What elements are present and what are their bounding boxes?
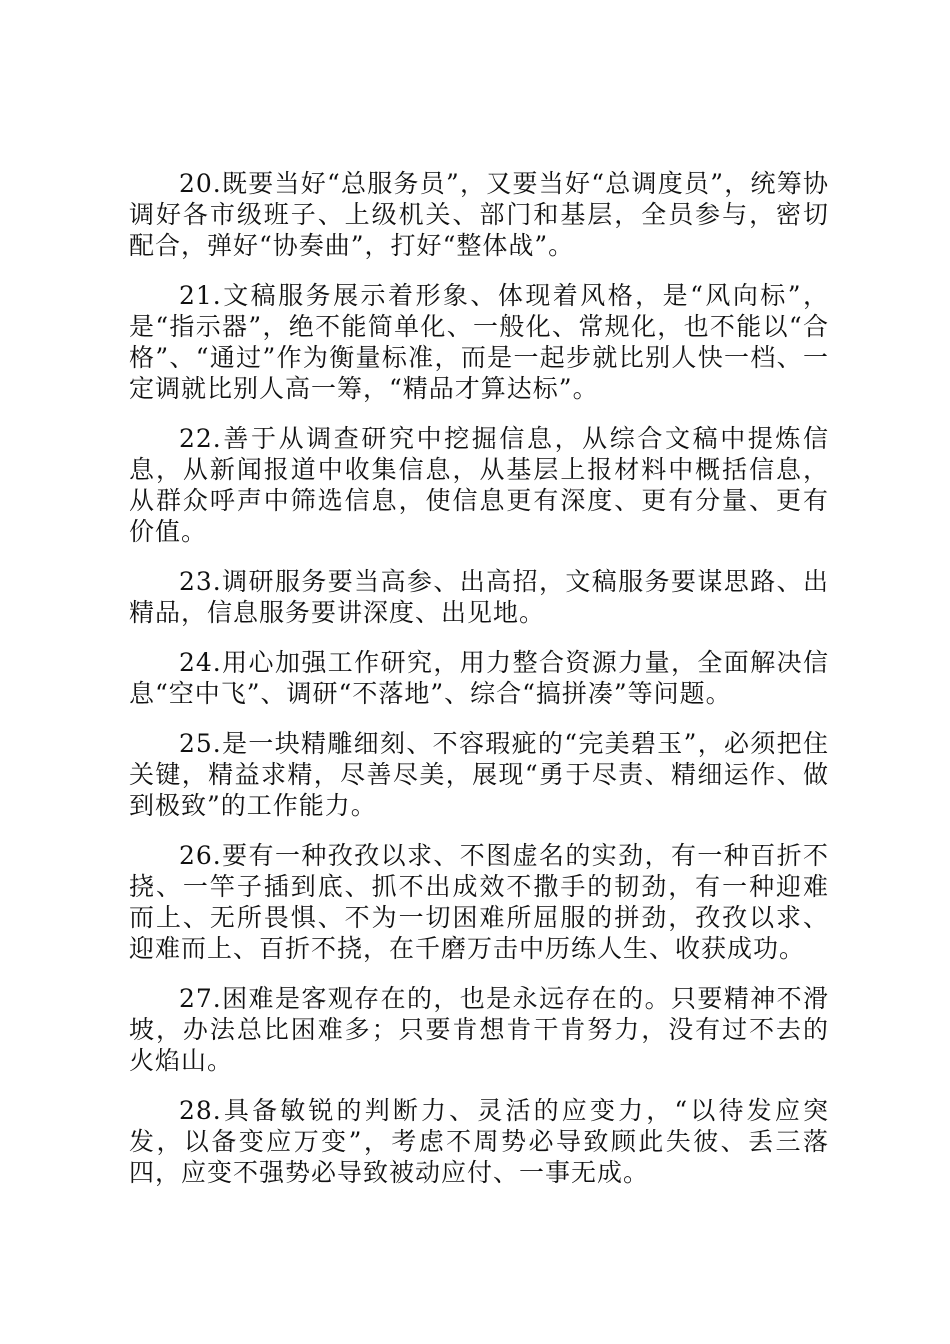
paragraph-20: 20.既要当好“总服务员”，又要当好“总调度员”，统筹协调好各市级班子、上级机关、部门和基层，全员参与，密切配合，弹好“协奏曲”，打好“整体战”。 [129,169,829,260]
paragraph-24: 24.用心加强工作研究，用力整合资源力量，全面解决信息“空中飞”、调研“不落地”、综合“搞拼凑”等问题。 [129,648,829,708]
paragraph-26: 26.要有一种孜孜以求、不图虚名的实劲，有一种百折不挠、一竿子插到底、抓不出成效不撒手的韧劲，有一种迎难而上、无所畏惧、不为一切困难所屈服的拼劲，孜孜以求、迎难而上、百折不挠，在千磨万击中历练人生、收获成功。 [129,841,829,963]
document-body [129,168,829,1207]
paragraph-21: 21.文稿服务展示着形象、体现着风格，是“风向标”，是“指示器”，绝不能简单化、一般化、常规化，也不能以“合格”、“通过”作为衡量标准，而是一起步就比别人快一档、一定调就比别人高一筹，“精品才算达标”。 [129,281,829,403]
paragraph-22: 22.善于从调查研究中挖掘信息，从综合文稿中提炼信息，从新闻报道中收集信息，从基层上报材料中概括信息，从群众呼声中筛选信息，使信息更有深度、更有分量、更有价值。 [129,424,829,546]
paragraph-25: 25.是一块精雕细刻、不容瑕疵的“完美碧玉”，必须把住关键，精益求精，尽善尽美，展现“勇于尽责、精细运作、做到极致”的工作能力。 [129,729,829,820]
paragraph-27: 27.困难是客观存在的，也是永远存在的。只要精神不滑坡，办法总比困难多；只要肯想肯干肯努力，没有过不去的火焰山。 [129,984,829,1075]
paragraph-28: 28.具备敏锐的判断力、灵活的应变力，“以待发应突发，以备变应万变”，考虑不周势必导致顾此失彼、丢三落四，应变不强势必导致被动应付、一事无成。 [129,1096,829,1187]
paragraph-23: 23.调研服务要当高参、出高招，文稿服务要谋思路、出精品，信息服务要讲深度、出见地。 [129,567,829,627]
